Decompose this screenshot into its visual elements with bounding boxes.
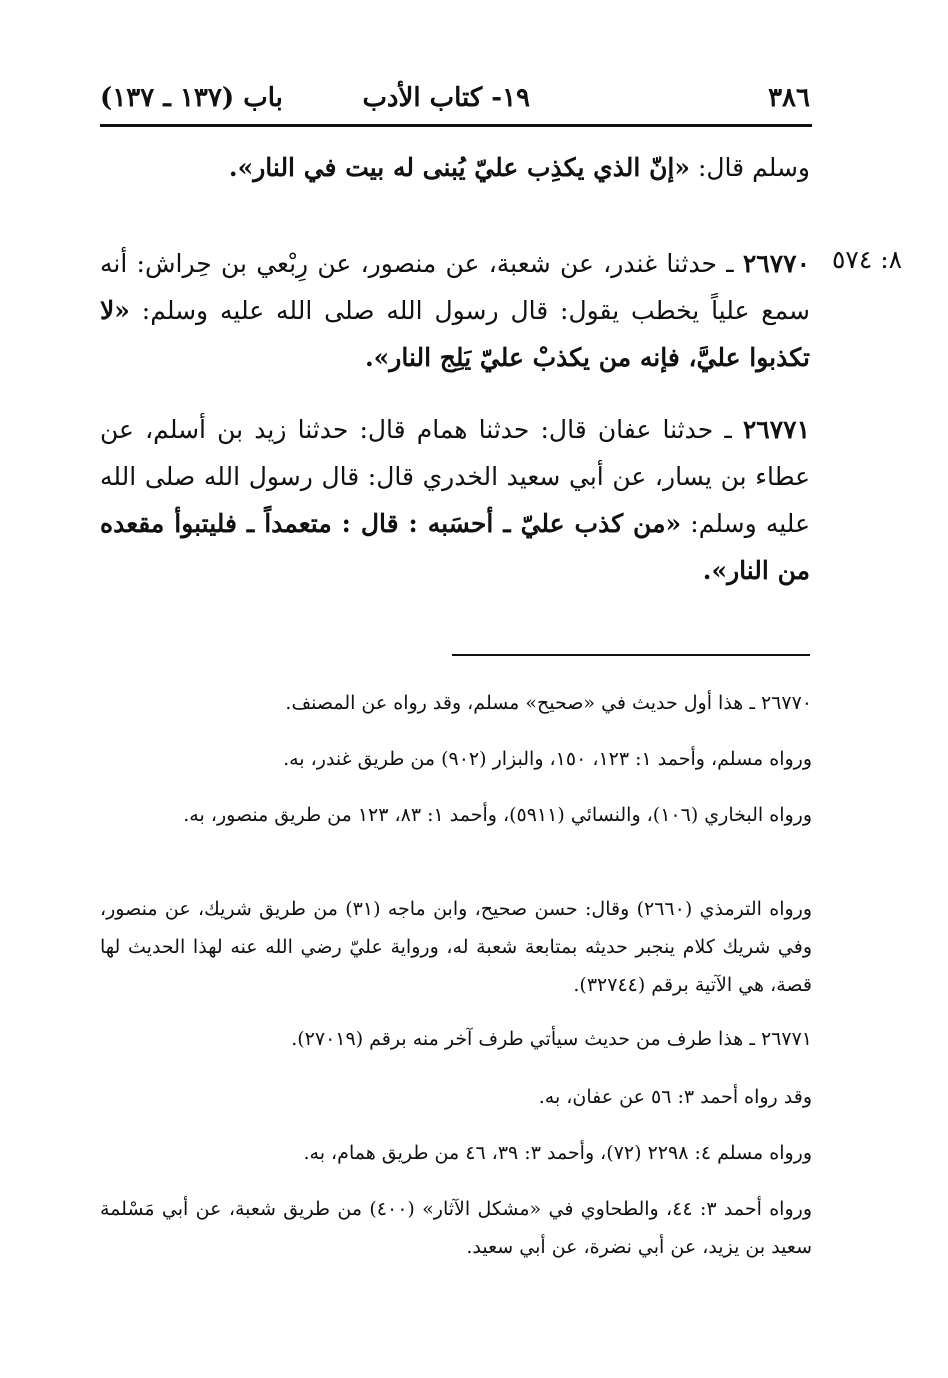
footnote: ورواه مسلم ٤: ٢٢٩٨ (٧٢)، وأحمد ٣: ٣٩، ٤٦ من طريق همام، به. [303,1142,812,1164]
section-title: باب (١٣٧ ـ ١٣٧) [100,83,283,113]
hadith-number: ٢٦٧٧٠ [742,249,810,278]
footnote: ورواه البخاري (١٠٦)، والنسائي (٥٩١١)، وأحمد ١: ٨٣، ١٢٣ من طريق منصور، به. [183,804,812,826]
hadith-26770 [100,240,810,381]
hadith-continuation [100,144,810,191]
footnote: ورواه مسلم، وأحمد ١: ١٢٣، ١٥٠، والبزار (٩٠٢) من طريق غندر، به. [283,748,812,770]
footnote: ورواه أحمد ٣: ٤٤، والطحاوي في «مشكل الآثار» (٤٠٠) من طريق شعبة، عن أبي مَسْلمة سعيد بن يزيد، عن أبي نضرة، عن أبي سعيد. [100,1198,812,1258]
hadith-chain: ـ حدثنا غندر، عن شعبة، عن منصور، عن رِبْعي بن حِراش: أنه سمع علياً يخطب يقول: قال رسول الله صلى الله عليه وسلم: [100,249,810,325]
hadith-quote: «إنّ الذي يكذِب عليّ يُبنى له بيت في النار». [228,153,691,182]
footnote: ورواه الترمذي (٢٦٦٠) وقال: حسن صحيح، وابن ماجه (٣١) من طريق شريك، عن منصور، وفي شريك كلام ينجبر حديثه بمتابعة شعبة له، ورواية عليّ رضي الله عنه لهذا الحديث لها قصة، هي الآتية برقم (٣٢٧٤٤). [100,898,813,996]
footnote-rule [452,654,810,656]
header-rule [100,124,812,127]
hadith-quote: «من كذب عليّ ـ أحسَبه : قال : متعمداً ـ فليتبوأ مقعده من النار». [100,509,810,585]
hadith-number: ٢٦٧٧١ [742,415,810,444]
running-header [100,78,810,118]
hadith-26771 [100,406,810,594]
margin-reference: ٨: ٥٧٤ [832,245,903,274]
footnote: ٢٦٧٧١ ـ هذا طرف من حديث سيأتي طرف آخر منه برقم (٢٧٠١٩). [291,1028,812,1050]
hadith-quote: «لا تكذبوا عليَّ، فإنه من يكذبْ عليّ يَلِج النار». [100,296,810,372]
page-number: ٣٨٦ [768,83,810,113]
hadith-text: وسلم قال: [690,153,810,182]
footnote: ٢٦٧٧٠ ـ هذا أول حديث في «صحيح» مسلم، وقد رواه عن المصنف. [285,692,812,714]
footnote: وقد رواه أحمد ٣: ٥٦ عن عفان، به. [538,1086,812,1108]
hadith-chain: ـ حدثنا عفان قال: حدثنا همام قال: حدثنا زيد بن أسلم، عن عطاء بن يسار، عن أبي سعيد الخدري قال: قال رسول الله صلى الله عليه وسلم: [100,415,810,538]
book-title: ١٩- كتاب الأدب [362,83,530,113]
